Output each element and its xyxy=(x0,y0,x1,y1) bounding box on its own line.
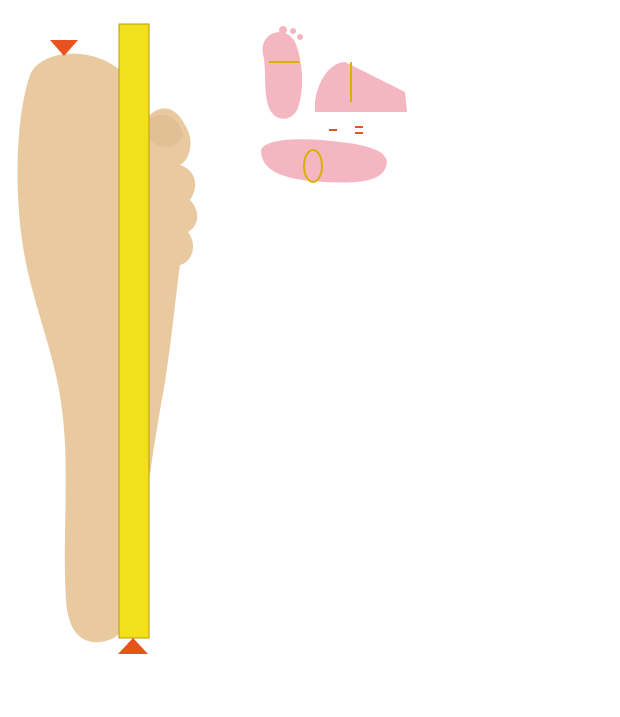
bottom-marker-icon xyxy=(118,638,148,654)
measuring-ruler xyxy=(119,24,149,638)
foot-measure-illustration xyxy=(255,22,415,194)
sole-icon xyxy=(263,32,303,119)
